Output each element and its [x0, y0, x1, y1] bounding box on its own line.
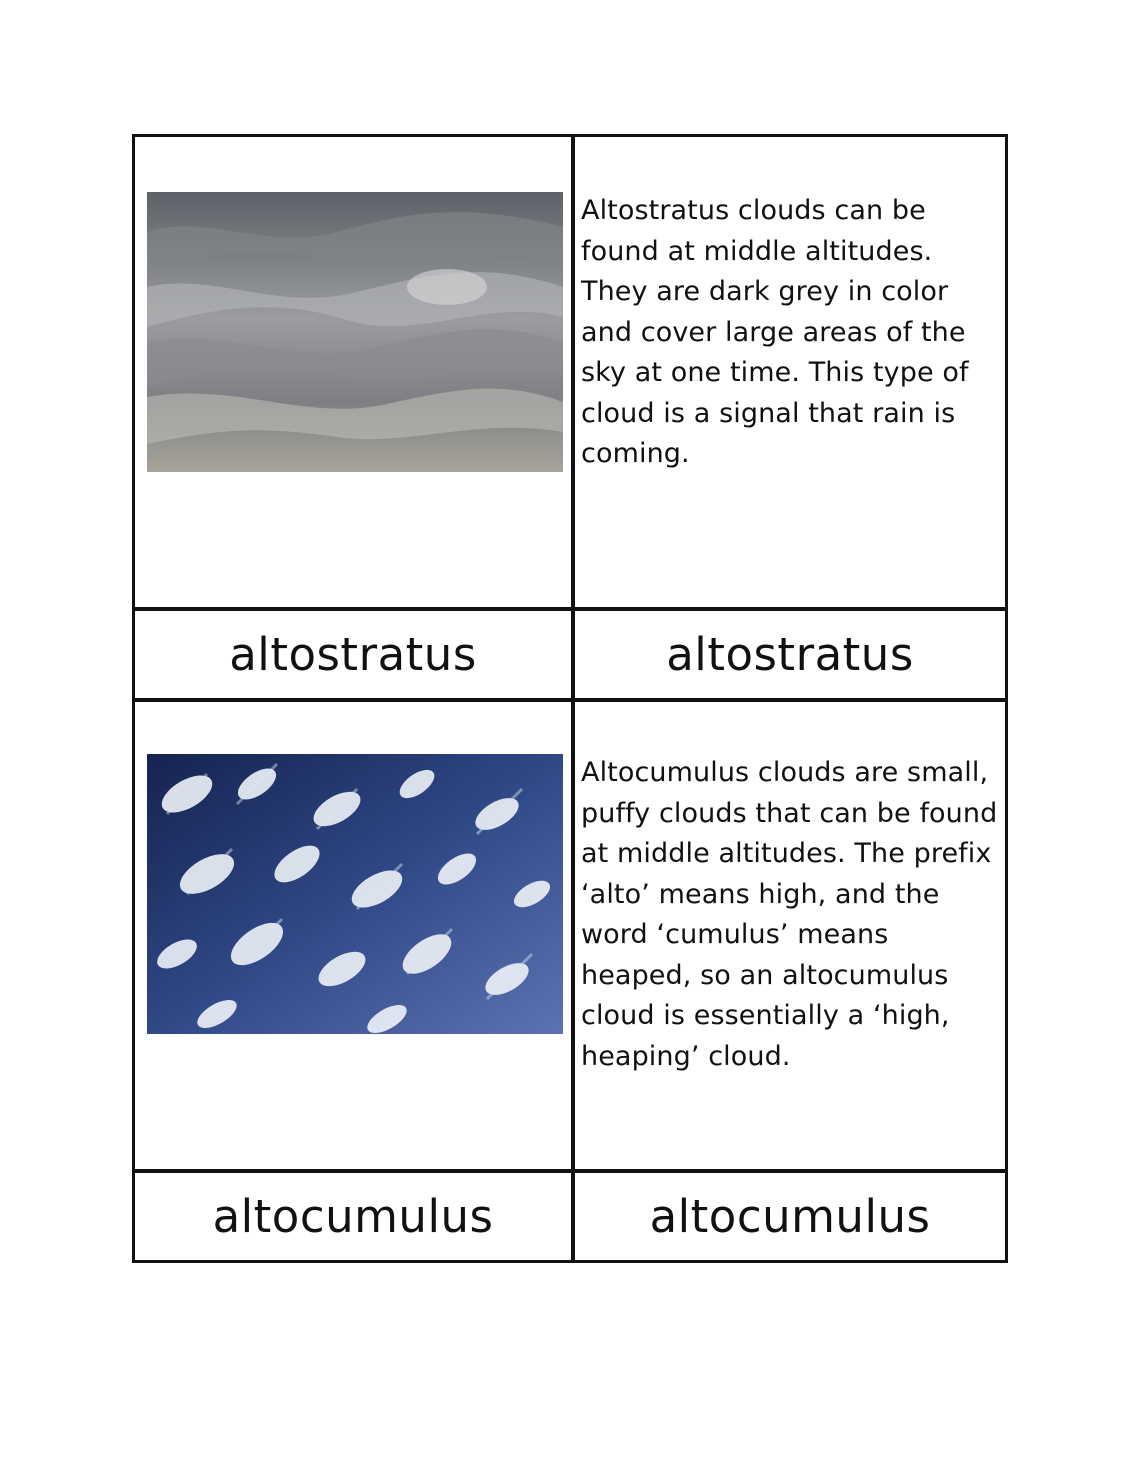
altostratus-description: Altostratus clouds can be found at middle altitudes. They are dark grey in color and cover large areas of the sky at one time. This type of cloud is a signal that rain is coming.	[581, 195, 969, 469]
altostratus-photo	[147, 192, 563, 472]
altocumulus-label-right: altocumulus	[649, 1190, 931, 1243]
three-part-card-sheet	[132, 134, 1008, 1263]
altocumulus-photo	[147, 754, 563, 1034]
altostratus-label-left: altostratus	[229, 628, 477, 681]
altostratus-label-right: altostratus	[666, 628, 914, 681]
altocumulus-description: Altocumulus clouds are small, puffy clouds that can be found at middle altitudes. The prefix ‘alto’ means high, and the word ‘cumulus’ means heaped, so an altocumulus cloud is essentially a ‘high, heaping’ cloud.	[581, 757, 998, 1072]
altocumulus-label-left: altocumulus	[212, 1190, 494, 1243]
row-divider	[135, 698, 1005, 702]
